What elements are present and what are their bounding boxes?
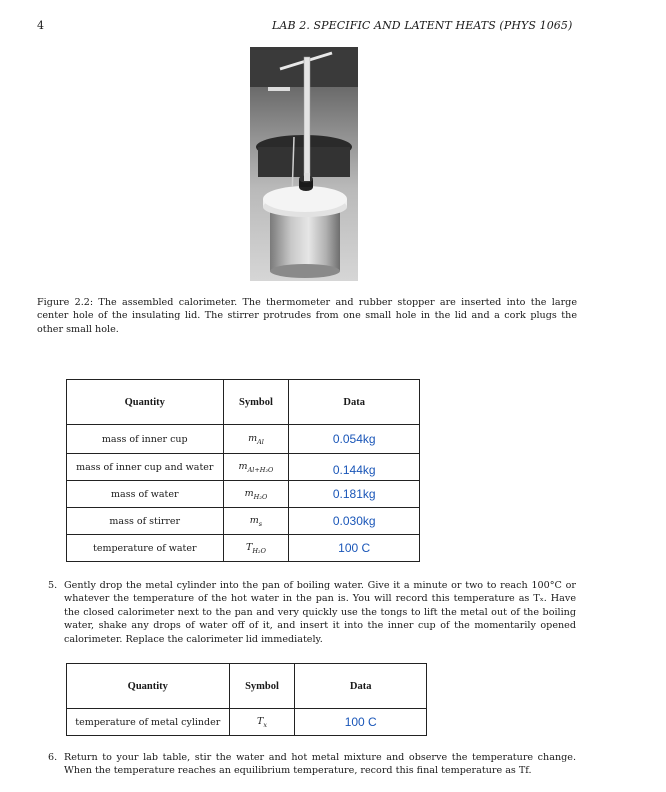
table-row (67, 508, 420, 535)
quantity-cell: mass of stirrer (67, 508, 224, 535)
quantity-cell: mass of inner cup (101, 433, 188, 445)
step-6 (48, 751, 576, 778)
symbol-header: Symbol (229, 664, 295, 709)
page-number: 4 (37, 19, 44, 32)
step-5 (48, 579, 576, 646)
step-number: 5. (48, 580, 58, 591)
measurement-table-2 (66, 663, 427, 736)
table-row (67, 481, 420, 508)
symbol-cell: $T_{H_2O}$ (223, 535, 289, 562)
step-number: 6. (48, 752, 58, 763)
symbol-cell: $m_s$ (223, 508, 289, 535)
data-value: 100 C (295, 709, 427, 736)
figure-caption: Figure 2.2: The assembled calorimeter. The thermometer and rubber stopper are inserted into the large center hole of the insulating lid. The stirrer protrudes from one small hole in the lid and a cork plugs the other small hole. (37, 297, 577, 335)
table-row (67, 454, 420, 481)
quantity-cell: mass of water (67, 481, 224, 508)
data-value: 0.054kg (289, 425, 420, 454)
data-value: 0.181kg (289, 481, 420, 508)
calorimeter-photo (250, 47, 358, 281)
quantity-cell: temperature of water (67, 535, 224, 562)
data-value: 0.144kg (289, 454, 420, 481)
measurement-table-1 (66, 379, 420, 562)
symbol-header: Symbol (223, 380, 289, 425)
data-value: 0.030kg (289, 508, 420, 535)
data-value: 100 C (289, 535, 420, 562)
step-text: Return to your lab table, stir the water and hot metal mixture and observe the temperature change. When the temperature reaches an equilibrium temperature, record this final temperature as Tf. (64, 752, 576, 777)
symbol-cell: $m_{Al}$ (223, 425, 289, 454)
step-text: Gently drop the metal cylinder into the pan of boiling water. Give it a minute or two to reach 100°C or whatever the temperature of the hot water in the pan is. You will record this temperature as Tₓ. Have the closed calorimeter next to the pan and very quickly use the tongs to lift the metal out of the boiling water, shake any drops of water off of it, and insert it into the inner cup of the momentarily opened calorimeter. Replace the calorimeter lid immediately. (64, 580, 576, 645)
table-row (67, 535, 420, 562)
quantity-header: Quantity (67, 664, 230, 709)
table-row (67, 709, 427, 736)
quantity-cell: mass of inner cup and water (67, 454, 224, 481)
symbol-cell: $m_{H_2O}$ (223, 481, 289, 508)
quantity-header: Quantity (67, 380, 224, 425)
quantity-cell: temperature of metal cylinder (75, 716, 221, 728)
symbol-cell: $T_x$ (229, 709, 295, 736)
data-header: Data (289, 380, 420, 425)
symbol-cell: $m_{Al+H_2O}$ (223, 454, 289, 481)
running-header: LAB 2. SPECIFIC AND LATENT HEATS (PHYS 1065) (272, 19, 573, 32)
table-row (67, 425, 420, 454)
data-header: Data (295, 664, 427, 709)
